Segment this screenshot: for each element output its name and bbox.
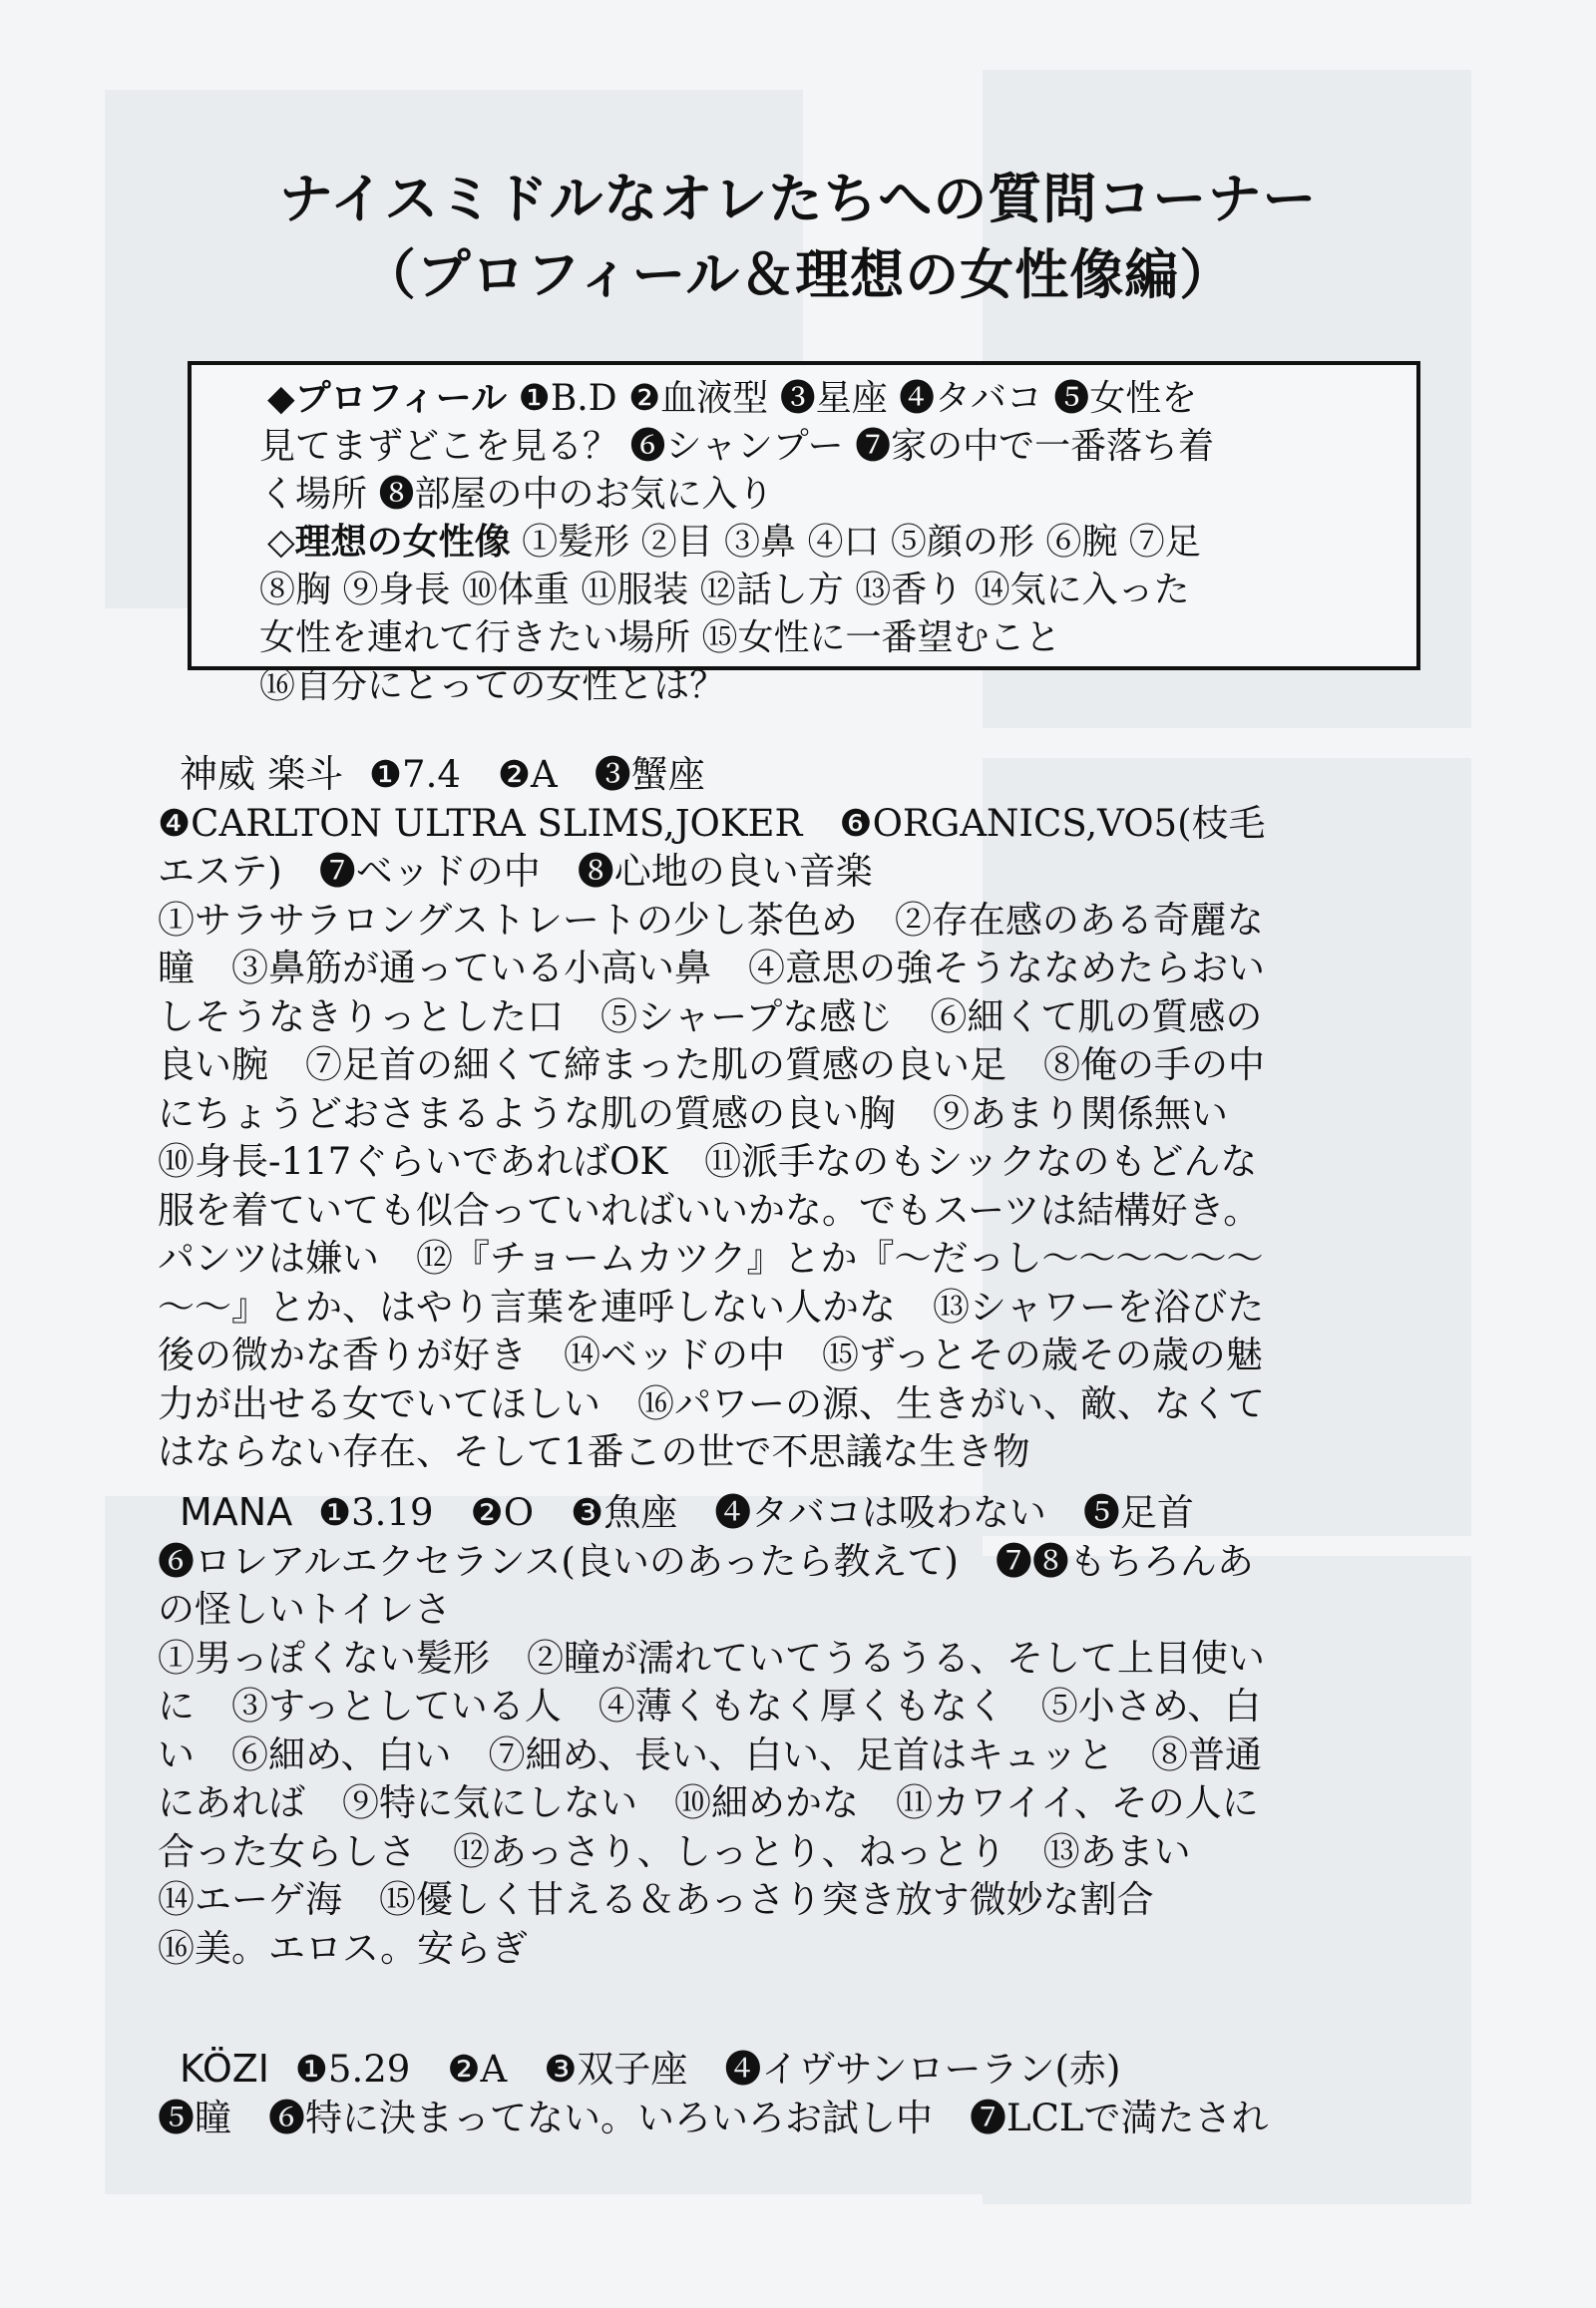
- answer-line: ～～』とか、はやり言葉を連呼しない人かな ⑬シャワーを浴びた: [158, 1285, 1265, 1329]
- profile-question-line: 見てまずどこを見る？ ❻シャンプー ❼家の中で一番落ち着: [259, 426, 1215, 467]
- member-name: MANA: [180, 1490, 293, 1534]
- ideal-questions: [267, 519, 1383, 567]
- question-list-box: [188, 361, 1420, 706]
- answer-line: ⑯美。エロス。安らぎ: [158, 1926, 529, 1970]
- member-answers-mana: [158, 1488, 1454, 1973]
- ideal-heading: ◇理想の女性像: [267, 522, 511, 563]
- answer-line: ❹CARLTON ULTRA SLIMS,JOKER ❻ORGANICS,VO5(枝毛: [158, 801, 1266, 845]
- answer-line: 力が出せる女でいてほしい ⑯パワーの源、生きがい、敵、なくて: [158, 1381, 1265, 1425]
- profile-questions: [267, 375, 1383, 423]
- answer-line: 服を着ていても似合っていればいいかな。でもスーツは結構好き。: [158, 1188, 1261, 1232]
- answer-line: しそうなきりっとした口 ⑤シャープな感じ ⑥細くて肌の質感の: [158, 994, 1263, 1038]
- answer-line: の怪しいトイレさ: [158, 1588, 452, 1631]
- title-line-2: （プロフィール＆理想の女性像編）: [361, 243, 1235, 306]
- answer-line: ①サラサラロングストレートの少し茶色め ②存在感のある奇麗な: [158, 898, 1264, 942]
- answer-line: い ⑥細め、白い ⑦細め、長い、白い、足首はキュッと ⑧普通: [158, 1732, 1263, 1776]
- answer-line: ❻ロレアルエクセランス(良いのあったら教えて) ❼❽もちろんあ: [158, 1539, 1254, 1583]
- answer-line: ①男っぽくない髪形 ②瞳が濡れていてうるうる、そして上目使い: [158, 1636, 1265, 1680]
- ideal-question-line: ①髪形 ②目 ③鼻 ④口 ⑤顔の形 ⑥腕 ⑦足: [522, 522, 1201, 563]
- answer-line: 後の微かな香りが好き ⑭ベッドの中 ⑮ずっとその歳その歳の魅: [158, 1334, 1263, 1376]
- member-first-answers: ❶3.19 ❷O ❸魚座 ❹タバコは吸わない ❺足首: [317, 1491, 1194, 1534]
- answer-line: ⑩身長-117ぐらいであればOK ⑪派手なのもシックなのもどんな: [158, 1140, 1258, 1183]
- answer-line: ⑭エーゲ海 ⑮優しく甘える＆あっさり突き放す微妙な割合: [158, 1878, 1154, 1921]
- member-first-answers: ❶7.4 ❷A ❸蟹座: [368, 753, 705, 796]
- answer-line: にちょうどおさまるような肌の質感の良い胸 ⑨あまり関係無い: [158, 1091, 1228, 1135]
- member-headline: [158, 750, 1454, 800]
- ideal-question-line: 女性を連れて行きたい場所 ⑮女性に一番望むこと: [259, 617, 1061, 658]
- page-title: [150, 162, 1446, 313]
- title-line-1: ナイスミドルなオレたちへの質問コーナー: [278, 168, 1318, 230]
- member-answers-gackt: [158, 750, 1454, 1477]
- member-headline: [158, 1488, 1454, 1538]
- answer-line: エステ) ❼ベッドの中 ❽心地の良い音楽: [158, 850, 873, 893]
- profile-question-line: く場所 ❽部屋の中のお気に入り: [259, 474, 774, 515]
- ideal-question-line: ⑧胸 ⑨身長 ⑩体重 ⑪服装 ⑫話し方 ⑬香り ⑭気に入った: [259, 570, 1190, 610]
- answer-line: 合った女らしさ ⑫あっさり、しっとり、ねっとり ⑬あまい: [158, 1829, 1191, 1873]
- member-answers-kozi: [158, 2045, 1454, 2142]
- member-first-answers: ❶5.29 ❷A ❸双子座 ❹イヴサンローラン(赤): [294, 2048, 1121, 2091]
- member-name: 神威 楽斗: [180, 752, 344, 796]
- answer-line: 良い腕 ⑦足首の細くて締まった肌の質感の良い足 ⑧俺の手の中: [158, 1043, 1265, 1086]
- answer-line: ❺瞳 ❻特に決まってない。いろいろお試し中 ❼LCLで満たされ: [158, 2096, 1269, 2139]
- answer-line: にあれば ⑨特に気にしない ⑩細めかな ⑪カワイイ、その人に: [158, 1781, 1259, 1824]
- member-name: KÖZI: [180, 2047, 269, 2091]
- ideal-question-line: ⑯自分にとっての女性とは？: [259, 665, 726, 706]
- answer-line: はならない存在、そして1番この世で不思議な生き物: [158, 1430, 1030, 1473]
- profile-heading: ◆プロフィール: [267, 378, 508, 419]
- answer-line: 瞳 ③鼻筋が通っている小高い鼻 ④意思の強そうななめたらおい: [158, 947, 1265, 989]
- answer-line: パンツは嫌い ⑫『チョームカツク』とか『～だっし～～～～～～: [158, 1237, 1264, 1280]
- profile-question-line: ❶B.D ❷血液型 ❸星座 ❹タバコ ❺女性を: [518, 378, 1198, 419]
- member-headline: [158, 2045, 1454, 2095]
- answer-line: に ③すっとしている人 ④薄くもなく厚くもなく ⑤小さめ、白: [158, 1685, 1262, 1728]
